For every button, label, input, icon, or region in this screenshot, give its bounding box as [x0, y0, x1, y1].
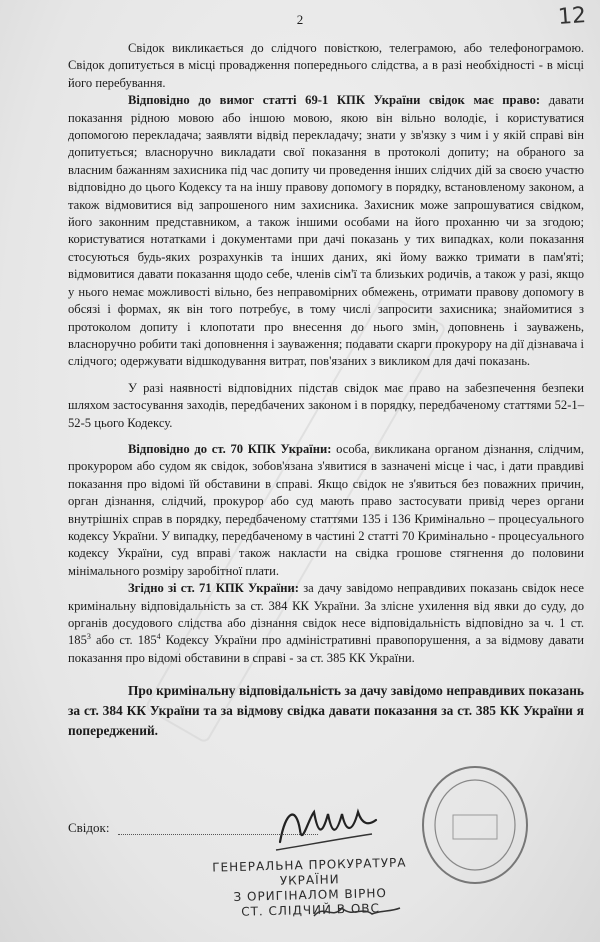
paragraph-text: Кодексу України про адміністративні правопорушення, а за відмову давати показання про відомі обставини в справі - за ст. 385 КК України. [68, 633, 584, 665]
bold-heading-text: Відповідно до вимог статті 69-1 КПК України свідок має право: [128, 93, 541, 108]
paragraph-summons [68, 40, 584, 92]
paragraph-witness-rights [68, 92, 584, 371]
bold-heading-text: Відповідно до ст. 70 КПК України: [128, 441, 332, 456]
bold-heading-text: Згідно зі ст. 71 КПК України: [128, 581, 299, 596]
paragraph-text: Свідок викликається до слідчого повісткою, телеграмою, або телефонограмою. Свідок допитується в місці провадження попереднього слідства, а в разі необхідності - в місці його перебування. [68, 41, 584, 90]
document-body [68, 40, 584, 741]
paragraph-text: або ст. 185 [90, 633, 157, 648]
paragraph-witness-security [68, 380, 584, 432]
paragraph-article-71 [68, 580, 584, 667]
paragraph-text: за дачу завідомо неправдивих показань свідок несе кримінальну відповідальність за ст. 384 КК України. За злісне ухилення від явки до суду, до органів досудового слідства або дізнання свідок несе відповідальність відповідно за ч. 1 ст. 185 [68, 581, 584, 648]
stamp-line-4: СТ. СЛІДЧИЙ В ОВС [241, 901, 381, 919]
superscript-text: 3 [86, 632, 91, 642]
handwritten-page-number: 12 [557, 3, 587, 30]
stamp-line-3: З ОРИГІНАЛОМ ВІРНО [233, 885, 388, 905]
stamp-line-2: УКРАЇНИ [279, 872, 340, 888]
stamp-signature [312, 900, 402, 922]
superscript-text: 4 [156, 632, 161, 642]
paragraph-text: особа, викликана органом дізнання, слідчим, прокурором або судом як свідок, зобов'язана з'явитися в зазначені місце і час, і дати правдиві показання про відомі їй обставини в справі. Якщо свідок не з'явиться без поважних причин, орган дізнання, слідчий, прокурор або суд мають право застосувати привід через органи внутрішніх справ в порядку, передбаченому статтями 135 і 136 Кримінально – процесуального кодексу України. У випадку, передбаченому в частині 2 статті 70 Кримінально - процесуального кодексу України, суд вправі також накласти на свідка грошове стягнення до половини мінімального розміру заробітної плати. [68, 441, 584, 578]
stamp-line-1: ГЕНЕРАЛЬНА ПРОКУРАТУРА [212, 855, 407, 875]
paragraph-text: У разі наявності відповідних підстав свідок має право на забезпечення безпеки шляхом застосування заходів, передбачених законом і в порядку, передбаченому статтями 52-1–52-5 цього Кодексу. [68, 380, 584, 430]
paragraph-text: давати показання рідною мовою або іншою мовою, якою він вільно володіє, і користуватися допомогою перекладача; заявляти відвід перекладачу; знати у зв'язку з чим і у якій справі він допитується; власноручно викладати свої показання в протоколі допиту; на обраного за власним бажанням захисника під час допиту чи проведення інших слідчих дій за своєю участю відповідно до цього Кодексу та на іншу правову допомогу в порядку, встановленому законом, а також відмовитися від запрошеного ним захисника. Захисник може запрошуватися свідком, його законним представником, а також іншими особами на його проханню чи за згодою; користуватися нотатками і документами при дачі показань у тих випадках, коли показання стосуються будь-яких розрахунків та інших даних, які йому важко тримати в пам'яті; відмовитися давати показання щодо себе, членів сім'ї та близьких родичів, а також у разі, якщо у нього немає можливості вільно, без неправомірних обмежень, отримати правову допомогу в обсязі і формах, як він того потребує, в тому числі запросити захисника; знайомитися з протоколом допиту і клопотати про внесення до нього змін, доповнень і зауважень, власноручно робити такі доповнення і зауваження; подавати скарги прокурору на дії дізнавача і слідчого; одержувати відшкодування витрат, пов'язаних з викликом для дачі показань. [68, 93, 584, 369]
handwritten-signature [272, 790, 382, 860]
criminal-liability-warning: Про кримінальну відповідальність за дачу завідомо неправдивих показань за ст. 384 КК України та за відмову свідка давати показання за ст. 385 КК України я попереджений. [68, 683, 584, 739]
witness-signature-label: Свідок: [68, 820, 110, 835]
official-round-seal [415, 760, 535, 890]
paragraph-article-70 [68, 441, 584, 580]
page-number: 2 [296, 12, 304, 27]
